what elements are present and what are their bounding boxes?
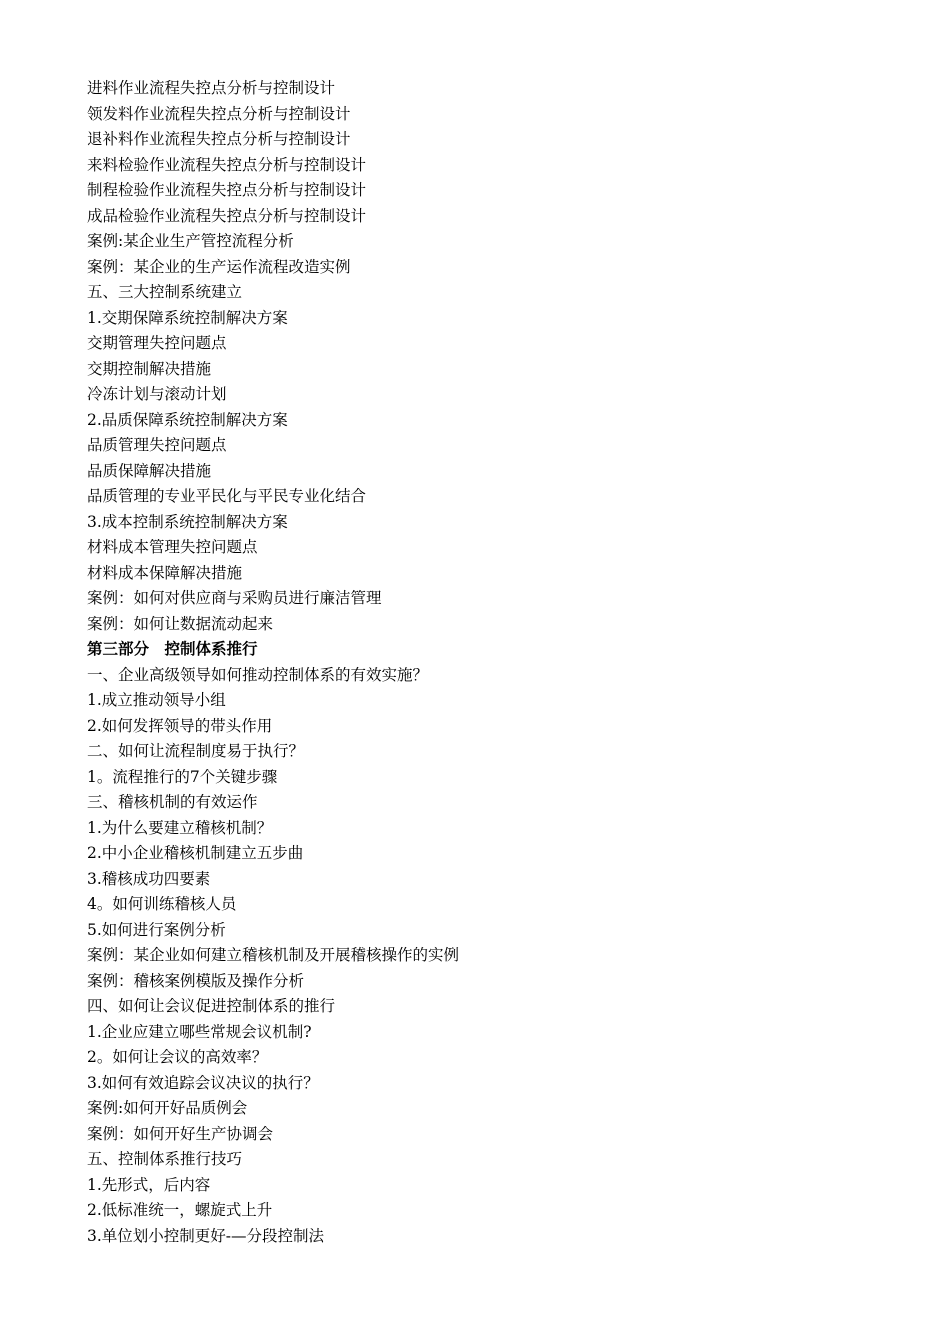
text-line: 成品检验作业流程失控点分析与控制设计 [87, 206, 367, 225]
text-line: 1.交期保障系统控制解决方案 [87, 308, 288, 327]
text-line: 交期控制解决措施 [87, 359, 212, 378]
text-line: 品质管理的专业平民化与平民专业化结合 [87, 487, 367, 505]
text-line: 五、三大控制系统建立 [87, 283, 243, 301]
text-line: 3.稽核成功四要素 [87, 869, 211, 888]
text-line: 5.如何进行案例分析 [87, 920, 226, 939]
text-line: 2.如何发挥领导的带头作用 [87, 716, 273, 735]
text-line: 案例：如何开好生产协调会 [87, 1124, 274, 1143]
text-line: 1.先形式，后内容 [87, 1175, 211, 1194]
text-line: 案例：如何对供应商与采购员进行廉洁管理 [87, 589, 382, 607]
text-line: 二、如何让流程制度易于执行？ [87, 742, 305, 760]
text-line: 品质管理失控问题点 [87, 436, 227, 454]
text-line: 1.成立推动领导小组 [87, 691, 226, 709]
text-line: 材料成本保障解决措施 [87, 563, 243, 582]
text-line: 2.低标准统一，螺旋式上升 [87, 1201, 273, 1219]
text-line: 4。如何训练稽核人员 [87, 895, 237, 913]
text-line: 材料成本管理失控问题点 [87, 538, 258, 556]
text-line: 案例:某企业生产管控流程分析 [87, 232, 294, 250]
text-line: 品质保障解决措施 [87, 461, 212, 480]
text-line: 进料作业流程失控点分析与控制设计 [87, 79, 336, 97]
text-line: 2。如何让会议的高效率？ [87, 1048, 268, 1066]
section-heading: 第三部分 控制体系推行 [87, 640, 258, 658]
text-line: 领发料作业流程失控点分析与控制设计 [87, 104, 351, 123]
text-line: 来料检验作业流程失控点分析与控制设计 [87, 155, 367, 174]
text-line: 3.成本控制系统控制解决方案 [87, 512, 288, 531]
text-line: 一、企业高级领导如何推动控制体系的有效实施？ [87, 665, 429, 684]
document-page [87, 76, 907, 1249]
text-line: 五、控制体系推行技巧 [87, 1150, 243, 1168]
text-line: 冷冻计划与滚动计划 [87, 385, 227, 403]
text-line: 案例：某企业如何建立稽核机制及开展稽核操作的实例 [87, 946, 460, 964]
text-line: 案例:如何开好品质例会 [87, 1099, 248, 1117]
text-line: 案例：稽核案例模版及操作分析 [87, 971, 305, 990]
text-line: 2.中小企业稽核机制建立五步曲 [87, 844, 304, 862]
text-line: 交期管理失控问题点 [87, 334, 227, 352]
text-line: 3.单位划小控制更好-—分段控制法 [87, 1226, 325, 1245]
text-line: 三、稽核机制的有效运作 [87, 793, 258, 811]
text-line: 案例：某企业的生产运作流程改造实例 [87, 257, 351, 276]
text-line: 四、如何让会议促进控制体系的推行 [87, 997, 336, 1015]
text-line: 案例：如何让数据流动起来 [87, 614, 274, 633]
text-line: 3.如何有效追踪会议决议的执行？ [87, 1073, 319, 1092]
text-line: 退补料作业流程失控点分析与控制设计 [87, 130, 351, 148]
text-line: 1.企业应建立哪些常规会议机制? [87, 1022, 312, 1041]
text-line: 1。流程推行的7个关键步骤 [87, 767, 278, 786]
text-line: 2.品质保障系统控制解决方案 [87, 410, 288, 429]
text-line: 制程检验作业流程失控点分析与控制设计 [87, 181, 367, 199]
text-line: 1.为什么要建立稽核机制？ [87, 818, 273, 837]
